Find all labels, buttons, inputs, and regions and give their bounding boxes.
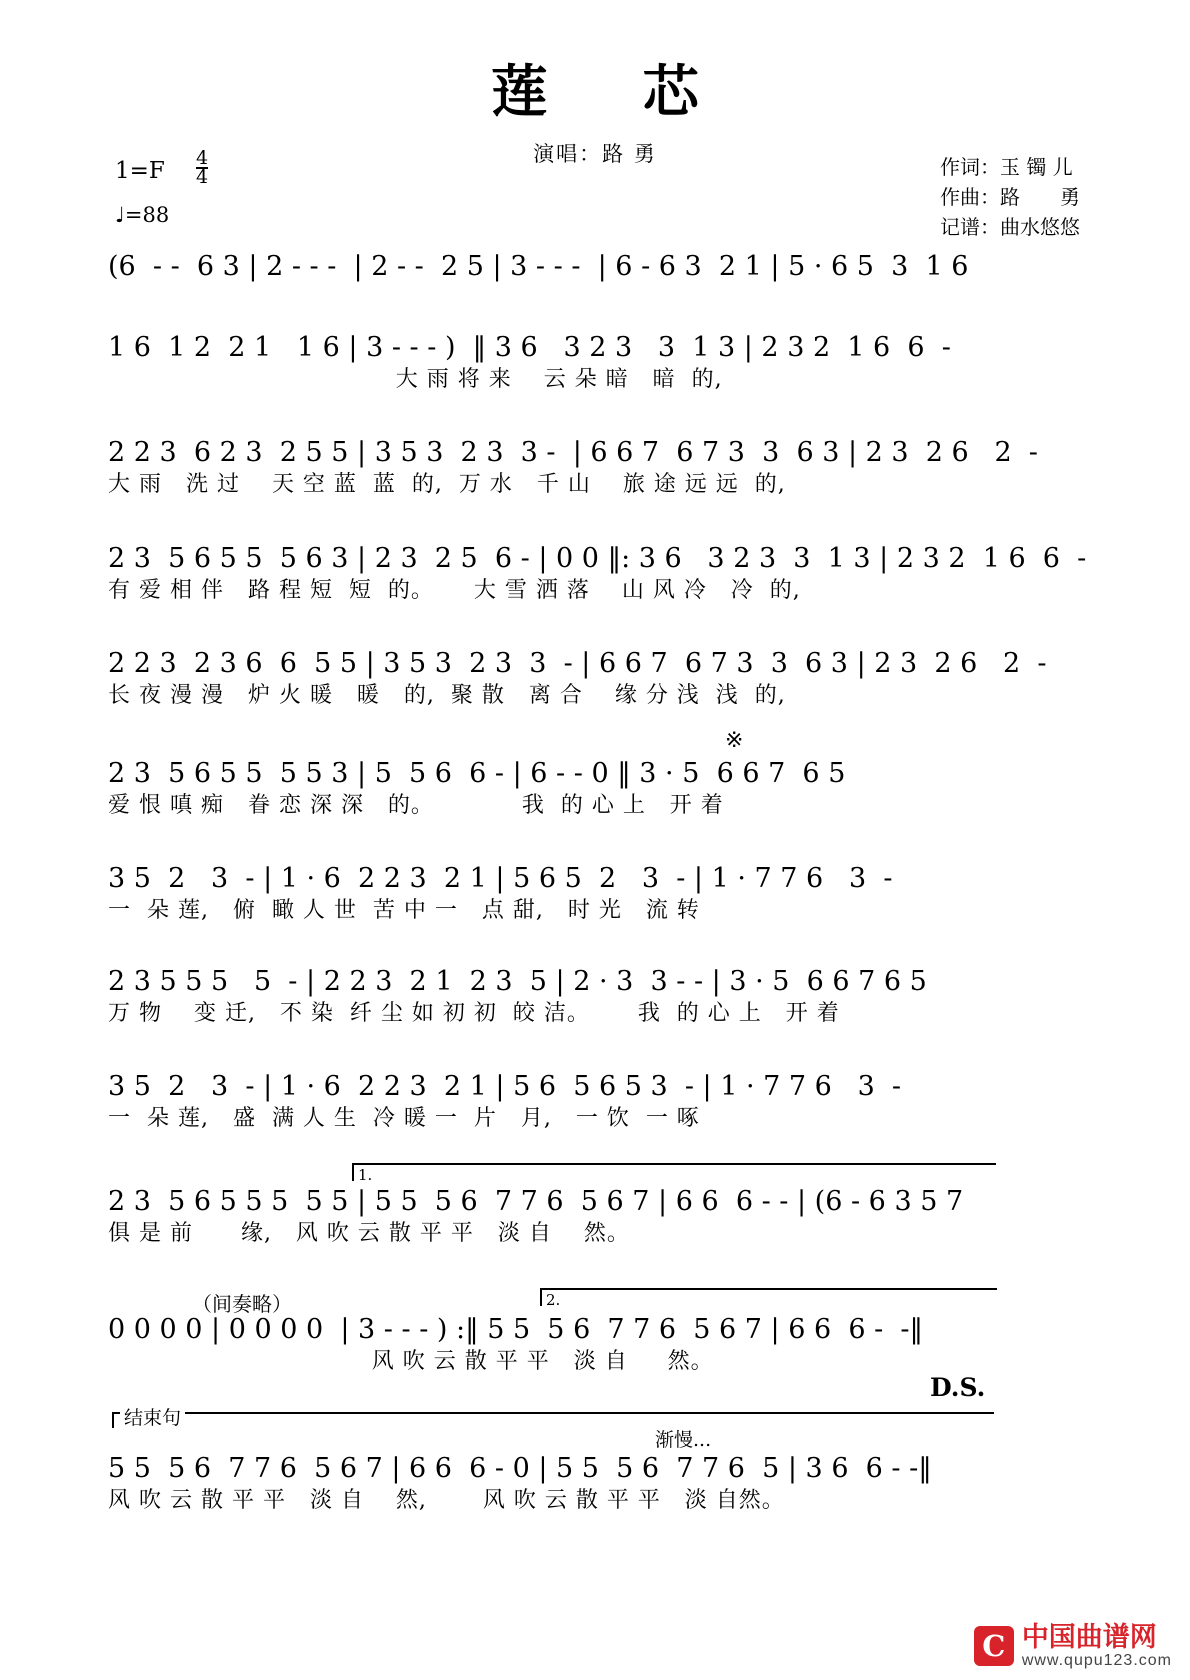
notation-line: 2 3 5 5 5 5 - | 2 2 3 2 1 2 3 5 | 2 · 3 3 - - | 3 · 5 6 6 7 6 5 <box>108 966 927 997</box>
music-system-12 <box>108 1452 1083 1516</box>
music-system-10 <box>108 1185 1083 1249</box>
lyricist-line: 作词：玉 镯 儿 <box>940 155 1073 179</box>
music-system-5 <box>108 647 1083 711</box>
tempo-marking: ♩=88 <box>115 203 170 227</box>
lyrics-line: 长 夜 漫 漫 炉 火 暖 暖 的, 聚 散 离 合 缘 分 浅 浅 的, <box>108 683 786 708</box>
music-system-8 <box>108 965 1083 1029</box>
notation-line: 3 5 2 3 - | 1 · 6 2 2 3 2 1 | 5 6 5 2 3 - | 1 · 7 7 6 3 - <box>108 863 893 894</box>
credits-block <box>940 152 1080 242</box>
music-system-1 <box>108 250 1083 314</box>
ending-section-bracket <box>112 1412 994 1428</box>
music-system-6 <box>108 757 1083 821</box>
notation-line: 2 3 5 6 5 5 5 6 3 | 2 3 2 5 6 - | 0 0 ‖: 3 6 3 2 3 3 1 3 | 2 3 2 1 6 6 - <box>108 543 1087 574</box>
music-system-7 <box>108 862 1083 926</box>
music-system-4 <box>108 542 1087 606</box>
site-logo-icon: C <box>974 1626 1014 1666</box>
lyrics-line: 大 雨 洗 过 天 空 蓝 蓝 的, 万 水 千 山 旅 途 远 远 的, <box>108 472 786 497</box>
notation-line: 2 2 3 2 3 6 6 5 5 | 3 5 3 2 3 3 - | 6 6 7 6 7 3 3 6 3 | 2 3 2 6 2 - <box>108 648 1047 679</box>
lyrics-line: 爱 恨 嗔 痴 眷 恋 深 深 的。 我 的 心 上 开 着 <box>108 793 724 818</box>
key-signature: 1=F <box>115 158 165 184</box>
segno-icon: ※ <box>725 728 744 753</box>
time-signature <box>196 147 209 188</box>
notation-line: 0 0 0 0 | 0 0 0 0 | 3 - - - ) :‖ 5 5 5 6 7 7 6 5 6 7 | 6 6 6 - -‖ <box>108 1314 924 1345</box>
site-info <box>1022 1623 1172 1670</box>
lyrics-line: 风 吹 云 散 平 平 淡 自 然。 <box>108 1349 714 1374</box>
notation-line: 2 3 5 6 5 5 5 5 5 | 5 5 5 6 7 7 6 5 6 7 | 6 6 6 - - | (6 - 6 3 5 7 <box>108 1186 964 1217</box>
notation-line: 2 2 3 6 2 3 2 5 5 | 3 5 3 2 3 3 - | 6 6 7 6 7 3 3 6 3 | 2 3 2 6 2 - <box>108 437 1038 468</box>
notation-line: (6 - - 6 3 | 2 - - - | 2 - - 2 5 | 3 - - - | 6 - 6 3 2 1 | 5 · 6 5 3 1 6 <box>108 251 969 282</box>
volta-bracket-1 <box>352 1163 996 1184</box>
transcriber-line: 记谱：曲水悠悠 <box>940 215 1080 239</box>
music-system-11 <box>108 1313 1083 1377</box>
lyrics-line: 万 物 变 迁, 不 染 纤 尘 如 初 初 皎 洁。 我 的 心 上 开 着 <box>108 1001 840 1026</box>
singer-line: 演唱：路 勇 <box>533 142 657 166</box>
lyrics-line: 俱 是 前 缘, 风 吹 云 散 平 平 淡 自 然。 <box>108 1221 630 1246</box>
lyrics-line <box>108 284 1083 314</box>
volta-bracket-2 <box>540 1288 997 1309</box>
notation-line: 2 3 5 6 5 5 5 5 3 | 5 5 6 6 - | 6 - - 0 ‖ 3 · 5 6 6 7 6 5 <box>108 758 846 789</box>
ritardando-label: 渐慢... <box>655 1429 712 1451</box>
time-signature-numerator: 4 <box>196 147 209 169</box>
notation-line: 5 5 5 6 7 7 6 5 6 7 | 6 6 6 - 0 | 5 5 5 6 7 7 6 5 | 3 6 6 - -‖ <box>108 1453 932 1484</box>
music-system-2 <box>108 331 1083 395</box>
ds-marking: D.S. <box>930 1373 986 1402</box>
site-url: www.qupu123.com <box>1021 1652 1172 1670</box>
notation-line: 1 6 1 2 2 1 1 6 | 3 - - - ) ‖ 3 6 3 2 3 3 1 3 | 2 3 2 1 6 6 - <box>108 332 951 363</box>
notation-line: 3 5 2 3 - | 1 · 6 2 2 3 2 1 | 5 6 5 6 5 3 - | 1 · 7 7 6 3 - <box>108 1071 902 1102</box>
lyrics-line: 有 爱 相 伴 路 程 短 短 的。 大 雪 洒 落 山 风 冷 冷 的, <box>108 578 801 603</box>
site-name: 中国曲谱网 <box>1021 1621 1157 1653</box>
lyrics-line: 风 吹 云 散 平 平 淡 自 然, 风 吹 云 散 平 平 淡 自然。 <box>108 1488 785 1513</box>
time-signature-denominator: 4 <box>196 166 209 188</box>
lyrics-line: 大 雨 将 来 云 朵 暗 暗 的, <box>108 367 723 392</box>
volta-bracket-2-label: 2. <box>546 1291 561 1309</box>
lyrics-line: 一 朵 莲, 俯 瞰 人 世 苦 中 一 点 甜, 时 光 流 转 <box>108 898 700 923</box>
interlude-label: （间奏略） <box>192 1292 292 1316</box>
composer-line: 作曲：路 勇 <box>940 185 1080 209</box>
volta-bracket-1-label: 1. <box>358 1166 373 1184</box>
music-system-3 <box>108 436 1083 500</box>
lyrics-line: 一 朵 莲, 盛 满 人 生 冷 暖 一 片 月, 一 饮 一 啄 <box>108 1106 700 1131</box>
site-watermark <box>974 1623 1172 1670</box>
page-title: 莲 芯 <box>491 60 737 125</box>
music-system-9 <box>108 1070 1083 1134</box>
ending-section-label: 结束句 <box>120 1403 185 1430</box>
